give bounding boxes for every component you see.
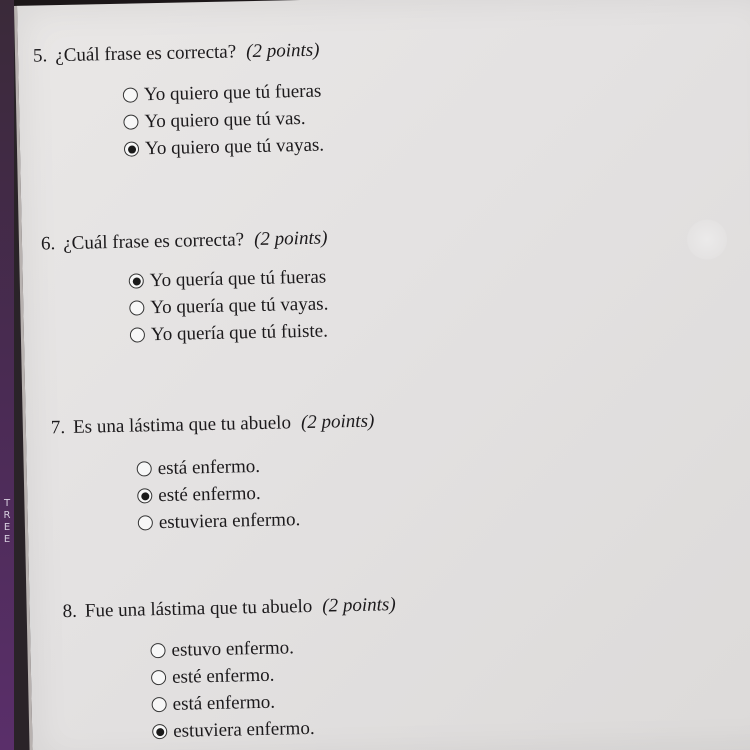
option-label: esté enfermo. xyxy=(171,664,275,688)
answer-option[interactable] xyxy=(124,132,325,163)
question-8 xyxy=(62,594,395,623)
question-prompt: ¿Cuál frase es correcta? xyxy=(55,41,237,67)
question-number: 5. xyxy=(32,45,48,67)
answer-option[interactable] xyxy=(129,290,329,321)
answer-option[interactable] xyxy=(137,479,300,509)
question-number: 7. xyxy=(50,417,66,439)
question-6-options xyxy=(129,263,330,348)
question-points: (2 points) xyxy=(322,594,396,617)
answer-option[interactable] xyxy=(150,634,313,664)
option-label: estuviera enfermo. xyxy=(158,508,301,533)
question-6-title xyxy=(41,227,328,255)
question-5 xyxy=(33,40,320,68)
option-label: Yo quería que tú vayas. xyxy=(150,292,329,318)
radio-button[interactable] xyxy=(152,697,167,712)
question-prompt: ¿Cuál frase es correcta? xyxy=(63,229,245,255)
answer-option[interactable] xyxy=(136,452,299,482)
answer-option[interactable] xyxy=(151,661,314,691)
option-label: Yo quería que tú fuiste. xyxy=(150,320,329,345)
sidebar-letter: T xyxy=(3,498,11,509)
question-points: (2 points) xyxy=(253,227,328,251)
radio-button[interactable] xyxy=(138,515,153,530)
question-7-options xyxy=(136,452,300,536)
screen-glare xyxy=(687,219,728,260)
option-label: esté enfermo. xyxy=(158,482,261,506)
question-8-options xyxy=(150,634,315,745)
question-8-title xyxy=(62,594,395,623)
question-prompt: Es una lástima que tu abuelo xyxy=(72,412,292,438)
sidebar-letter: E xyxy=(3,522,11,533)
question-points: (2 points) xyxy=(300,410,375,434)
radio-button[interactable] xyxy=(123,114,138,129)
answer-option[interactable] xyxy=(151,688,314,718)
option-label: Yo quiero que tú vas. xyxy=(144,107,306,132)
option-label: está enfermo. xyxy=(172,691,276,715)
answer-option[interactable] xyxy=(123,105,324,136)
answer-option[interactable] xyxy=(129,263,329,294)
radio-button-selected[interactable] xyxy=(124,141,139,156)
question-7-title xyxy=(51,411,375,440)
option-label: está enfermo. xyxy=(157,455,261,479)
radio-button-selected[interactable] xyxy=(152,724,167,739)
question-number: 8. xyxy=(62,600,78,623)
radio-button-selected[interactable] xyxy=(137,488,152,503)
question-6 xyxy=(41,227,328,255)
quiz-page xyxy=(14,0,750,750)
sidebar-letters xyxy=(1,498,13,546)
option-label: Yo quiero que tú vayas. xyxy=(144,134,325,159)
sidebar-letter: R xyxy=(3,510,11,521)
question-7 xyxy=(51,411,375,440)
question-5-options xyxy=(123,78,325,163)
option-label: Yo quería que tú fueras xyxy=(149,266,327,291)
question-number: 6. xyxy=(40,233,56,255)
option-label: estuvo enfermo. xyxy=(171,636,295,661)
radio-button-selected[interactable] xyxy=(129,273,144,288)
question-prompt: Fue una lástima que tu abuelo xyxy=(84,595,313,622)
radio-button[interactable] xyxy=(151,670,166,685)
question-5-title xyxy=(33,40,320,68)
answer-option[interactable] xyxy=(123,78,324,109)
answer-option[interactable] xyxy=(152,715,315,745)
left-sidebar-edge xyxy=(0,0,14,750)
radio-button[interactable] xyxy=(130,327,145,342)
answer-option[interactable] xyxy=(130,317,330,348)
radio-button[interactable] xyxy=(150,643,165,658)
radio-button[interactable] xyxy=(123,87,138,102)
option-label: Yo quiero que tú fueras xyxy=(143,80,322,105)
radio-button[interactable] xyxy=(129,300,144,315)
question-points: (2 points) xyxy=(245,39,320,63)
sidebar-letter: E xyxy=(3,534,11,545)
answer-option[interactable] xyxy=(138,506,301,536)
option-label: estuviera enfermo. xyxy=(172,717,315,742)
radio-button[interactable] xyxy=(137,461,152,476)
